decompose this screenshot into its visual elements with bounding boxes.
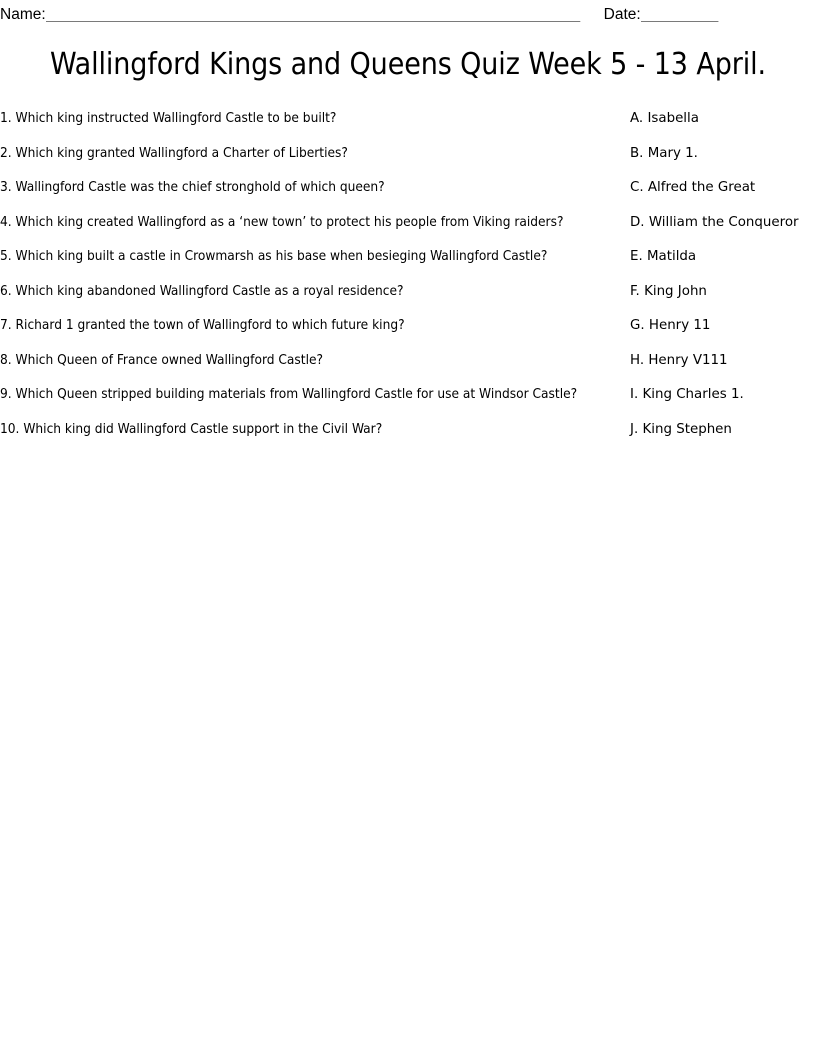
answer-option: F. King John <box>630 283 707 299</box>
quiz-row <box>0 281 816 303</box>
quiz-row <box>0 212 816 234</box>
name-label: Name: <box>0 6 46 23</box>
question-text: 3. Wallingford Castle was the chief stronghold of which queen? <box>0 179 385 195</box>
question-text: 9. Which Queen stripped building materials from Wallingford Castle for use at Windsor Castle? <box>0 386 578 402</box>
quiz-row <box>0 384 816 406</box>
question-text: 1. Which king instructed Wallingford Castle to be built? <box>0 110 337 126</box>
question-text: 4. Which king created Wallingford as a ‘new town’ to protect his people from Viking raiders? <box>0 213 564 230</box>
answer-option: G. Henry 11 <box>630 318 711 333</box>
question-text: 2. Which king granted Wallingford a Charter of Liberties? <box>0 144 348 161</box>
answer-option: A. Isabella <box>630 111 699 126</box>
question-text: 6. Which king abandoned Wallingford Castle as a royal residence? <box>0 282 404 299</box>
name-write-in-line[interactable]: ______________________________________________________________ <box>45 6 581 23</box>
date-write-in-line[interactable]: _________ <box>640 6 719 23</box>
question-text: 10. Which king did Wallingford Castle support in the Civil War? <box>0 420 383 437</box>
question-text: 7. Richard 1 granted the town of Wallingford to which future king? <box>0 317 405 333</box>
answer-option: H. Henry V111 <box>630 352 728 368</box>
date-label: Date: <box>603 6 641 23</box>
quiz-row <box>0 315 816 337</box>
quiz-row <box>0 143 816 165</box>
answer-option: I. King Charles 1. <box>630 387 744 402</box>
answer-option: C. Alfred the Great <box>630 180 756 195</box>
quiz-body <box>0 108 816 453</box>
page-title: Wallingford Kings and Queens Quiz Week 5 - 13 April. <box>49 47 767 82</box>
answer-option: B. Mary 1. <box>630 145 698 161</box>
question-text: 5. Which king built a castle in Crowmarsh as his base when besieging Wallingford Castle? <box>0 248 548 264</box>
answer-option: J. King Stephen <box>630 421 732 437</box>
question-text: 8. Which Queen of France owned Wallingford Castle? <box>0 351 324 368</box>
quiz-row <box>0 177 816 199</box>
quiz-row <box>0 350 816 372</box>
name-date-header <box>0 0 816 30</box>
answer-option: E. Matilda <box>630 249 697 264</box>
quiz-row <box>0 419 816 441</box>
quiz-row <box>0 108 816 130</box>
answer-option: D. William the Conqueror <box>630 214 799 230</box>
quiz-row <box>0 246 816 268</box>
